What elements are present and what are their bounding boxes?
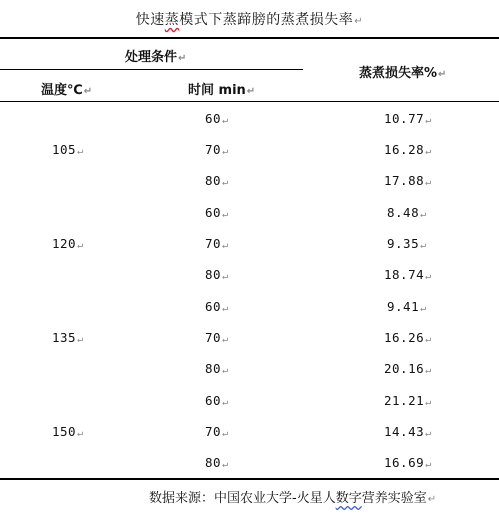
paragraph-mark-icon: ↵ <box>178 53 187 64</box>
paragraph-mark-icon: ↵ <box>354 16 364 27</box>
title-text-start: 快速 <box>135 12 165 28</box>
source-text-start: 数据来源：中国农业大学-火星人 <box>149 491 336 506</box>
loss-cell: 17.88↵ <box>384 173 432 188</box>
time-cell: 80↵ <box>205 361 229 376</box>
group-header-rule <box>0 69 303 70</box>
time-cell: 70↵ <box>205 330 229 345</box>
loss-cell: 21.21↵ <box>384 393 432 408</box>
time-cell: 70↵ <box>205 236 229 251</box>
time-cell: 60↵ <box>205 205 229 220</box>
header-time: 时间 min↵ <box>188 83 256 98</box>
paragraph-mark-icon: ↵ <box>438 69 447 80</box>
loss-cell: 8.48↵ <box>387 205 427 220</box>
time-cell: 60↵ <box>205 299 229 314</box>
temperature-cell: 135↵ <box>52 330 84 345</box>
loss-cell: 16.28↵ <box>384 142 432 157</box>
loss-cell: 14.43↵ <box>384 424 432 439</box>
time-cell: 70↵ <box>205 142 229 157</box>
time-cell: 60↵ <box>205 111 229 126</box>
source-underlined-text: 数字 <box>335 491 362 506</box>
loss-cell: 10.77↵ <box>384 111 432 126</box>
source-text-end: 营养实验室 <box>361 491 427 506</box>
table-title <box>0 9 499 29</box>
table-top-rule <box>0 37 499 39</box>
time-cell: 80↵ <box>205 267 229 282</box>
title-text-end: 模式下蒸蹄膀的蒸煮损失率 <box>179 12 354 28</box>
time-cell: 80↵ <box>205 455 229 470</box>
title-underlined-char: 蒸 <box>164 12 180 28</box>
loss-cell: 18.74↵ <box>384 267 432 282</box>
header-cooking-loss: 蒸煮损失率%↵ <box>359 66 447 81</box>
temperature-cell: 105↵ <box>52 142 84 157</box>
data-source-note <box>149 487 436 506</box>
paragraph-mark-icon: ↵ <box>427 494 437 505</box>
paragraph-mark-icon: ↵ <box>83 86 93 97</box>
paragraph-mark-icon: ↵ <box>246 86 256 97</box>
loss-cell: 9.41↵ <box>387 299 427 314</box>
temperature-cell: 120↵ <box>52 236 84 251</box>
loss-cell: 16.69↵ <box>384 455 432 470</box>
temperature-cell: 150↵ <box>52 424 84 439</box>
header-bottom-rule <box>0 101 499 102</box>
header-temperature: 温度℃↵ <box>41 83 93 98</box>
time-cell: 70↵ <box>205 424 229 439</box>
time-cell: 60↵ <box>205 393 229 408</box>
time-cell: 80↵ <box>205 173 229 188</box>
loss-cell: 16.26↵ <box>384 330 432 345</box>
loss-cell: 9.35↵ <box>387 236 427 251</box>
loss-cell: 20.16↵ <box>384 361 432 376</box>
group-header: 处理条件↵ <box>125 50 187 65</box>
table-bottom-rule <box>0 478 499 480</box>
